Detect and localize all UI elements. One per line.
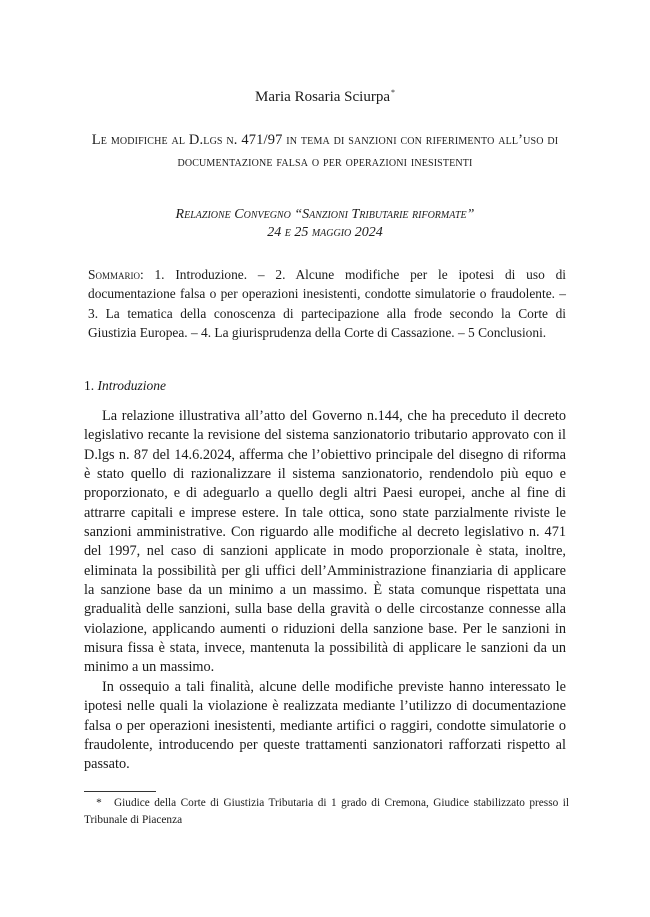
footnote <box>84 795 569 829</box>
section-number: 1. <box>84 378 98 393</box>
body-text <box>84 407 566 775</box>
event-dates: 24 e 25 maggio 2024 <box>267 225 383 240</box>
author-text: Maria Rosaria Sciurpa <box>255 89 390 105</box>
footnote-separator <box>84 791 156 792</box>
summary-block <box>88 265 566 343</box>
author-name <box>0 88 650 106</box>
footnote-text: Giudice della Corte di Giustizia Tributaria di 1 grado di Cremona, Giudice stabilizzato presso il Tribunale di Piacenza <box>84 797 569 826</box>
author-footnote-mark: * <box>390 88 395 97</box>
summary-label: Sommario <box>88 267 140 282</box>
section-heading <box>84 378 166 394</box>
event-name: Relazione Convegno “Sanzioni Tributarie riformate” <box>175 207 475 222</box>
footnote-mark: * <box>96 797 102 809</box>
body-paragraph: In ossequio a tali finalità, alcune delle modifiche previste hanno interessato le ipotesi nelle quali la violazione è realizzata mediante l’utilizzo di documentazione falsa o per operazioni inesistenti, mediante artifici o raggiri, condotte simulatorie o fraudolente, introducendo per queste trattamenti sanzionatori rafforzati rispetto al passato. <box>84 678 566 773</box>
event-subtitle <box>60 206 590 242</box>
paper-title: Le modifiche al D.lgs n. 471/97 in tema di sanzioni con riferimento all’uso di documentazione falsa o per operazioni inesistenti <box>91 132 559 170</box>
body-paragraph: La relazione illustrativa all’atto del Governo n.144, che ha preceduto il decreto legislativo recante la revisione del sistema sanzionatorio tributario approvato con il D.lgs n. 87 del 14.6.2024, afferma che l’obiettivo principale del disegno di riforma è stato quello di razionalizzare il sistema sanzionatorio, rendendolo più equo e proporzionato, e di adeguarlo a quello degli altri Paesi europei, anche al fine di attrarre capitali e imprese estere. In tale ottica, sono state parzialmente riviste le sanzioni amministrative. Con riguardo alle modifiche al decreto legislativo n. 471 del 1997, nel caso di sanzioni applicate in modo proporzionale è stata, inoltre, eliminata la possibilità per gli uffici dell’Amministrazione finanziaria di applicare la sanzione base da un minimo a un massimo. È stata comunque rispettata una gradualità delle sanzioni, sulla base della gravità o delle circostanze connesse alla violazione, applicando aumenti o riduzioni della sanzione base. Per le sanzioni in misura fissa è stata, invece, mantenuta la possibilità di applicare le sanzioni da un minimo a un massimo. <box>84 408 566 676</box>
summary-text: : 1. Introduzione. – 2. Alcune modifiche per le ipotesi di uso di documentazione falsa o per operazioni inesistenti, condotte simulatorie o fraudolente. – 3. La tematica della conoscenza di partecipazione alla frode secondo la Corte di Giustizia Europea. – 4. La giurisprudenza della Corte di Cassazione. – 5 Conclusioni. <box>88 267 566 341</box>
section-title: Introduzione <box>97 378 166 393</box>
